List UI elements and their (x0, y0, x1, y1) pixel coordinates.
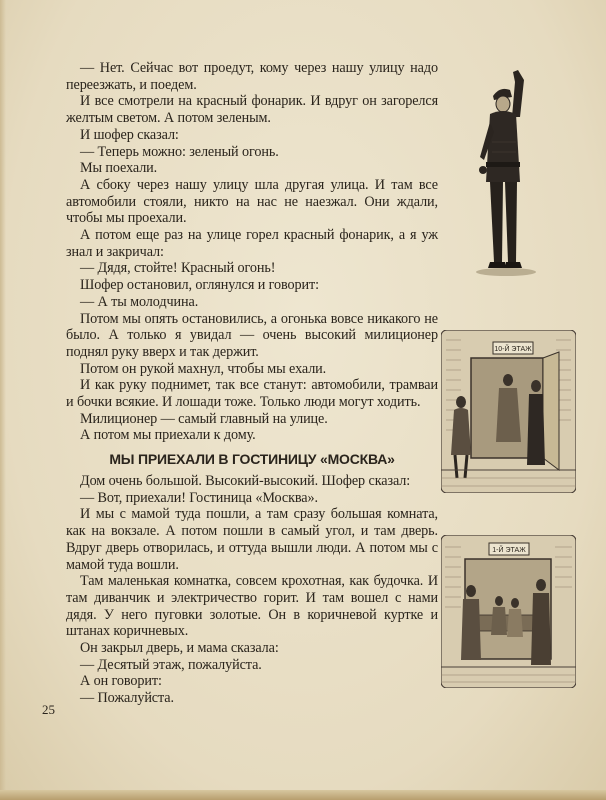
page-bottom-edge (0, 790, 606, 800)
paragraph: И как руку поднимет, так все станут: автомобили, трамваи и бочки всякие. И лошади тоже. Только люди могут ходить. (66, 377, 438, 411)
paragraph: — Теперь можно: зеленый огонь. (80, 143, 279, 160)
paragraph: Потом мы опять остановились, а огонька вовсе никакого не было. А только я увидал — очень высокий милиционер поднял руку вверх и так держит. (66, 310, 438, 360)
policeman-drawing (450, 62, 570, 284)
paragraph: Мы поехали. (80, 160, 158, 177)
paragraph: Он закрыл дверь, и мама сказала: (80, 640, 279, 657)
floor-sign-text: 10-Й ЭТАЖ (494, 346, 532, 353)
elevator-1st-floor-illustration (441, 535, 576, 688)
paragraph: Потом он рукой махнул, чтобы мы ехали. (80, 360, 327, 377)
paragraph: Милиционер — самый главный на улице. (80, 410, 328, 427)
page-number: 25 (42, 702, 55, 717)
story-text-top (66, 60, 438, 444)
elevator-1st-floor-drawing (441, 535, 576, 688)
policeman-illustration (450, 62, 570, 284)
floor-sign-text: 1-Й ЭТАЖ (492, 547, 526, 554)
paragraph: — Пожалуйста. (80, 690, 174, 707)
paragraph: — А ты молодчина. (80, 293, 199, 310)
elevator-10th-floor-drawing (441, 330, 576, 493)
paragraph: И мы с мамой туда пошли, а там сразу большая комната, как на вокзале. А потом пошли в самый угол, и там дверь. Вдруг дверь отворилась, и оттуда вышли люди. А потом мы с мамой туда вошли. (66, 506, 438, 573)
paragraph: А сбоку через нашу улицу шла другая улица. И там все автомобили стояли, никто на нас не наезжал. Они ждали, чтобы мы проехали. (66, 176, 438, 227)
paragraph: И шофер сказал: (80, 126, 179, 143)
paragraph: — Дядя, стойте! Красный огонь! (80, 260, 276, 277)
story-text-bottom (66, 473, 438, 707)
page-spine-shadow (0, 0, 6, 800)
paragraph: И все смотрели на красный фонарик. И вдруг он загорелся желтым светом. А потом зеленым. (66, 93, 438, 127)
paragraph: Дом очень большой. Высокий-высокий. Шофер сказал: (80, 473, 411, 489)
chapter-heading: МЫ ПРИЕХАЛИ В ГОСТИНИЦУ «МОСКВА» (109, 451, 395, 467)
paragraph: Шофер остановил, оглянулся и говорит: (80, 277, 319, 294)
elevator-10th-floor-illustration (441, 330, 576, 493)
paragraph: А он говорит: (80, 673, 162, 690)
paragraph: — Десятый этаж, пожалуйста. (80, 656, 262, 673)
paragraph: — Нет. Сейчас вот проедут, кому через нашу улицу надо переезжать, и поедем. (66, 60, 438, 93)
paragraph: Там маленькая комнатка, совсем крохотная, как будочка. И там диванчик и электричество горит. И там вошел с нами дядя. У него пуговки золотые. Он в коричневой куртке и штанах коричневых. (66, 573, 438, 640)
paragraph: А потом мы приехали к дому. (80, 427, 256, 444)
paragraph: — Вот, приехали! Гостиница «Москва». (80, 489, 318, 506)
paragraph: А потом еще раз на улице горел красный фонарик, а я уж знал и закричал: (66, 227, 438, 260)
